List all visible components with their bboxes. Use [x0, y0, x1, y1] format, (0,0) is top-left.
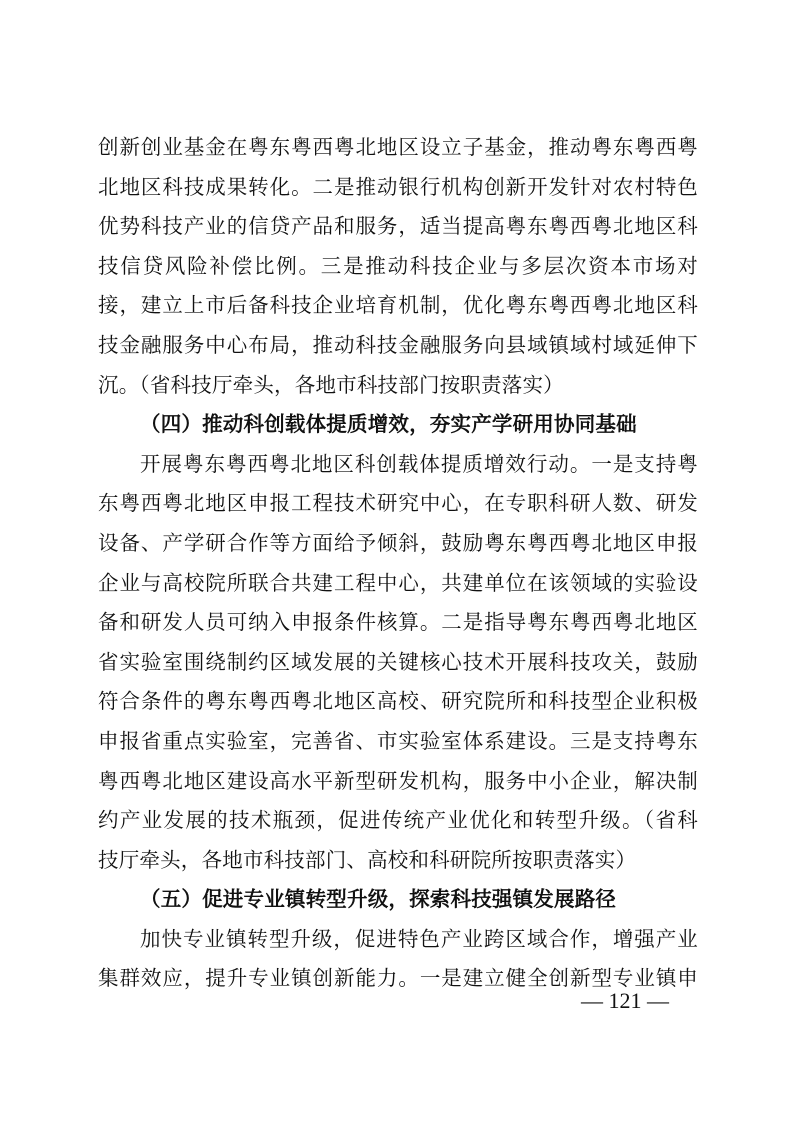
document-body [98, 128, 698, 999]
text-line: 东粤西粤北地区申报工程技术研究中心，在专职科研人数、研发 [98, 491, 698, 516]
text-line: 技厅牵头，各地市科技部门、高校和科研院所按职责落实） [98, 847, 637, 872]
section-heading: （四）推动科创载体提质增效，夯实产学研用协同基础 [140, 412, 637, 437]
text-line: 企业与高校院所联合共建工程中心，共建单位在该领域的实验设 [98, 570, 698, 595]
text-line: 技信贷风险补偿比例。三是推动科技企业与多层次资本市场对 [98, 253, 698, 278]
text-line: 北地区科技成果转化。二是推动银行机构创新开发针对农村特色 [98, 174, 698, 199]
text-line: 设备、产学研合作等方面给予倾斜，鼓励粤东粤西粤北地区申报 [98, 530, 698, 555]
text-line: 加快专业镇转型升级，促进特色产业跨区域合作，增强产业 [140, 926, 698, 951]
page-number: — 121 — [581, 988, 669, 1013]
text-line: 省实验室围绕制约区域发展的关键核心技术开展科技攻关，鼓励 [98, 649, 698, 674]
section-heading: （五）促进专业镇转型升级，探索科技强镇发展路径 [140, 887, 617, 912]
text-line: 约产业发展的技术瓶颈，促进传统产业优化和转型升级。（省科 [98, 808, 698, 833]
text-line: 沉。（省科技厅牵头，各地市科技部门按职责落实） [98, 372, 564, 397]
text-line: 粤西粤北地区建设高水平新型研发机构，服务中小企业，解决制 [98, 768, 698, 793]
text-line: 符合条件的粤东粤西粤北地区高校、研究院所和科技型企业积极 [98, 689, 698, 714]
text-line: 创新创业基金在粤东粤西粤北地区设立子基金，推动粤东粤西粤 [98, 135, 698, 159]
text-line: 接，建立上市后备科技企业培育机制，优化粤东粤西粤北地区科 [98, 293, 698, 318]
text-line: 申报省重点实验室，完善省、市实验室体系建设。三是支持粤东 [98, 728, 698, 753]
text-line: 开展粤东粤西粤北地区科创载体提质增效行动。一是支持粤 [140, 451, 698, 476]
text-line: 优势科技产业的信贷产品和服务，适当提高粤东粤西粤北地区科 [98, 214, 698, 239]
text-line: 集群效应，提升专业镇创新能力。一是建立健全创新型专业镇申 [98, 966, 698, 991]
text-line: 备和研发人员可纳入申报条件核算。二是指导粤东粤西粤北地区 [98, 610, 698, 635]
text-line: 技金融服务中心布局，推动科技金融服务向县域镇域村域延伸下 [98, 332, 698, 357]
